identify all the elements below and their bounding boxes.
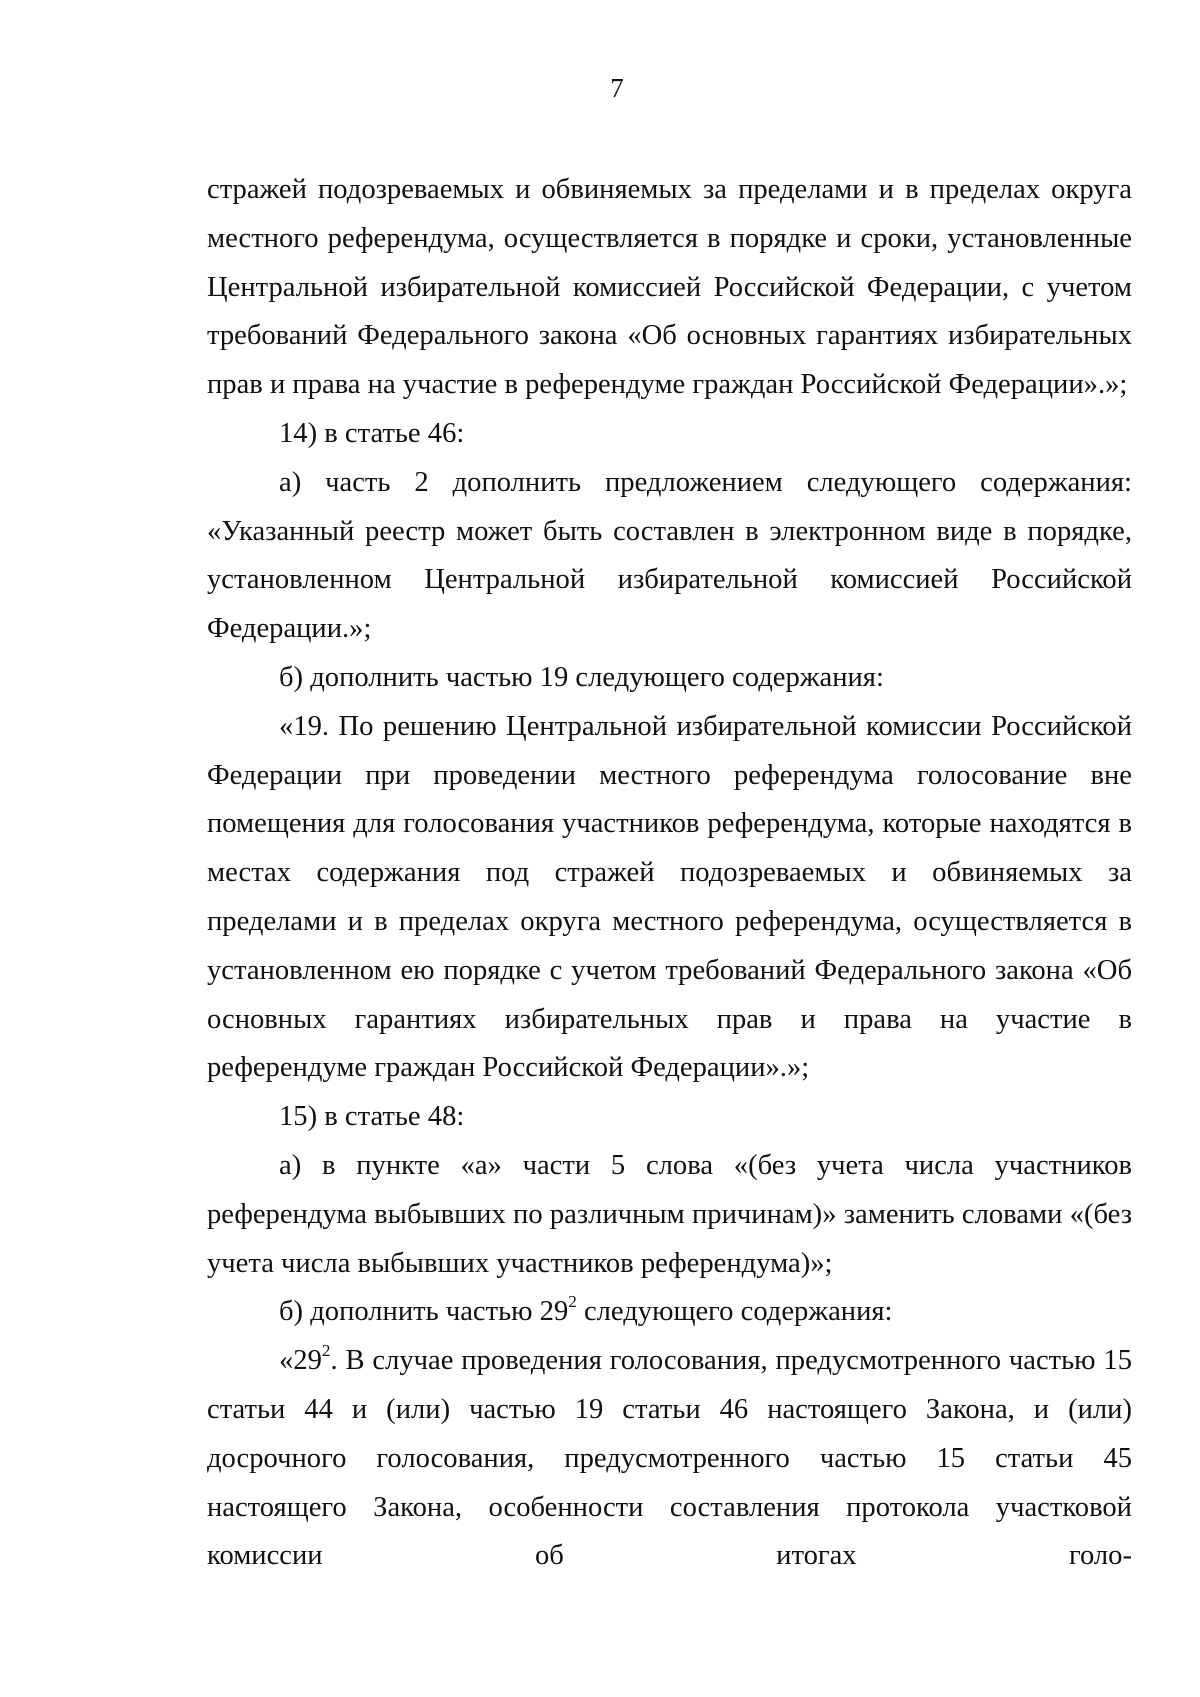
superscript: 2 — [568, 1292, 577, 1312]
paragraph-quoted-part-19: «19. По решению Центральной избирательной комиссии Российской Федерации при проведении местного референдума голосование вне помещения для голосования участников референдума, которые находятся в местах содержания под стражей подозреваемых и обвиняемых за пределами и в пределах округа местного референдума, осуществляется в установленном ею порядке с учетом требований Федерального закона «Об основных гарантиях избирательных прав и права на участие в референдуме граждан Российской Федерации».»; — [207, 710, 1132, 1084]
paragraph-item-14: 14) в статье 46: — [279, 417, 465, 449]
paragraph-item-15a: а) в пункте «а» части 5 слова «(без учета числа участников референдума выбывших по различным причинам)» заменить словами «(без учета числа выбывших участников референдума)»; — [207, 1149, 1132, 1279]
document-body — [207, 166, 1132, 1581]
paragraph-text: . В случае проведения голосования, предусмотренного частью 15 статьи 44 и (или) частью 19 статьи 46 настоящего Закона, и (или) досрочного голосования, предусмотренного частью 15 статьи 45 настоящего Закона, особенности составления протокола участковой комиссии об итогах голо- — [207, 1345, 1132, 1572]
paragraph-item-14a: а) часть 2 дополнить предложением следующего содержания: «Указанный реестр может быть составлен в электронном виде в порядке, установленном Центральной избирательной комиссией Российской Федерации.»; — [207, 466, 1132, 645]
paragraph-item-15: 15) в статье 48: — [279, 1101, 465, 1133]
page-number: 7 — [610, 73, 624, 103]
paragraph-text: б) дополнить частью 29 — [279, 1296, 569, 1328]
paragraph-item-15b — [207, 1288, 1132, 1337]
paragraph-quoted-part-29-2 — [207, 1337, 1132, 1581]
paragraph-continuation: стражей подозреваемых и обвиняемых за пределами и в пределах округа местного референдума, осуществляется в порядке и сроки, установленные Центральной избирательной комиссией Российской Федерации, с учетом требований Федерального закона «Об основных гарантиях избирательных прав и права на участие в референдуме граждан Российской Федерации».»; — [207, 174, 1132, 401]
superscript: 2 — [321, 1341, 331, 1361]
paragraph-text: следующего содержания: — [576, 1296, 893, 1328]
paragraph-item-14b: б) дополнить частью 19 следующего содержания: — [279, 661, 884, 693]
paragraph-text: «29 — [279, 1345, 322, 1377]
